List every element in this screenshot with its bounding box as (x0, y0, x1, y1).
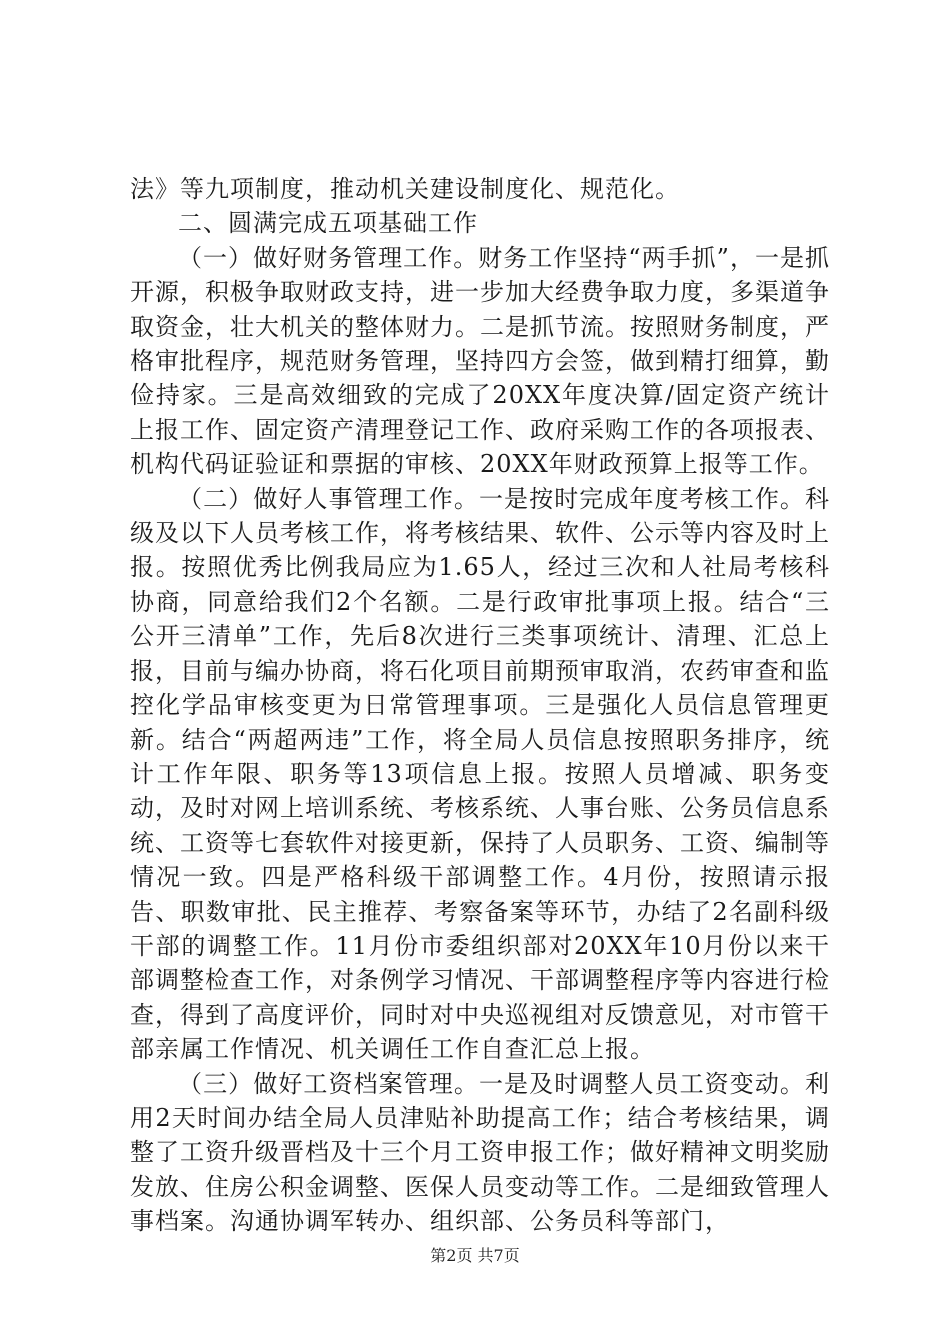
paragraph-personnel: （二）做好人事管理工作。一是按时完成年度考核工作。科级及以下人员考核工作，将考核结果、软件、公示等内容及时上报。按照优秀比例我局应为1.65人，经过三次和人社局考核科协商，同意给我们2个名额。二是行政审批事项上报。结合“三公开三清单”工作，先后8次进行三类事项统计、清理、汇总上报，目前与编办协商，将石化项目前期预审取消，农药审查和监控化学品审核变更为日常管理事项。三是强化人员信息管理更新。结合“两超两违”工作，将全局人员信息按照职务排序，统计工作年限、职务等13项信息上报。按照人员增减、职务变动，及时对网上培训系统、考核系统、人事台账、公务员信息系统、工资等七套软件对接更新，保持了人员职务、工资、编制等情况一致。四是严格科级干部调整工作。4月份，按照请示报告、职数审批、民主推荐、考察备案等环节，办结了2名副科级干部的调整工作。11月份市委组织部对20XX年10月份以来干部调整检查工作，对条例学习情况、干部调整程序等内容进行检查，得到了高度评价，同时对中央巡视组对反馈意见，对市管干部亲属工作情况、机关调任工作自查汇总上报。 (130, 484, 830, 1064)
section-heading: 二、圆满完成五项基础工作 (178, 209, 478, 238)
paragraph-1: 法》等九项制度，推动机关建设制度化、规范化。 (130, 175, 680, 203)
document-body (130, 172, 830, 1239)
paragraph-salary-archives: （三）做好工资档案管理。一是及时调整人员工资变动。利用2天时间办结全局人员津贴补助提高工作；结合考核结果，调整了工资升级晋档及十三个月工资申报工作；做好精神文明奖励发放、住房公积金调整、医保人员变动等工作。二是细致管理人事档案。沟通协调军转办、组织部、公务员科等部门， (130, 1069, 830, 1236)
paragraph-finance: （一）做好财务管理工作。财务工作坚持“两手抓”，一是抓开源，积极争取财政支持，进一步加大经费争取力度，多渠道争取资金，壮大机关的整体财力。二是抓节流。按照财务制度，严格审批程序，规范财务管理，坚持四方会签，做到精打细算，勤俭持家。三是高效细致的完成了20XX年度决算/固定资产统计上报工作、固定资产清理登记工作、政府采购工作的各项报表、机构代码证验证和票据的审核、20XX年财政预算上报等工作。 (130, 243, 830, 479)
page-number-footer: 第2页 共7页 (430, 1246, 520, 1265)
